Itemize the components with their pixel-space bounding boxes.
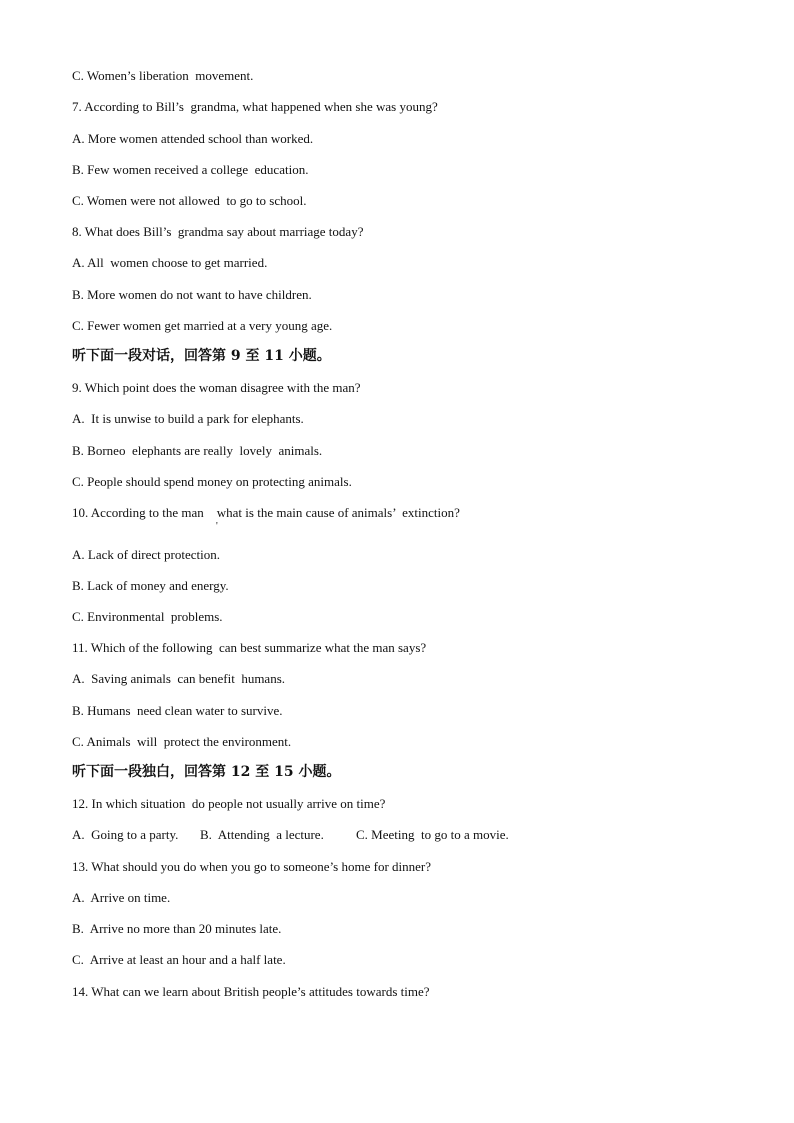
q9-option-b: B. Borneo elephants are really lovely animals. — [72, 443, 323, 458]
question-13: 13. What should you do when you go to someone’s home for dinner? — [72, 859, 432, 874]
q8-option-b: B. More women do not want to have children. — [72, 287, 312, 302]
q12-option-c: C. Meeting to go to a movie. — [356, 827, 509, 842]
q12-option-b: B. Attending a lecture. — [200, 827, 324, 842]
section-heading-9-11: 听下面一段对话，回答第 9 至 11 小题。 — [72, 348, 331, 364]
q9-option-c: C. People should spend money on protecting animals. — [72, 474, 352, 489]
question-9: 9. Which point does the woman disagree with the man? — [72, 380, 361, 395]
question-7: 7. According to Bill’s grandma, what happened when she was young? — [72, 99, 438, 114]
question-14: 14. What can we learn about British people’s attitudes towards time? — [72, 984, 430, 999]
q11-option-c: C. Animals will protect the environment. — [72, 734, 292, 749]
question-11: 11. Which of the following can best summarize what the man says? — [72, 640, 427, 655]
q7-option-b: B. Few women received a college education. — [72, 162, 309, 177]
q11-option-a: A. Saving animals can benefit humans. — [72, 671, 286, 686]
q13-option-a: A. Arrive on time. — [72, 890, 171, 905]
q10-option-c: C. Environmental problems. — [72, 609, 223, 624]
section-heading-12-15: 听下面一段独白，回答第 12 至 15 小题。 — [72, 764, 341, 780]
q7-option-a: A. More women attended school than worked. — [72, 131, 314, 146]
q10-option-a: A. Lack of direct protection. — [72, 547, 220, 562]
q8-option-a: A. All women choose to get married. — [72, 255, 268, 270]
q12-option-a: A. Going to a party. — [72, 827, 179, 842]
q9-option-a: A. It is unwise to build a park for elephants. — [72, 411, 304, 426]
q10-option-b: B. Lack of money and energy. — [72, 578, 229, 593]
q8-option-c: C. Fewer women get married at a very young age. — [72, 318, 333, 333]
q13-option-b: B. Arrive no more than 20 minutes late. — [72, 921, 282, 936]
question-10: 10. According to the man what is the main cause of animals’ extinction? — [72, 505, 460, 520]
question-8: 8. What does Bill’s grandma say about marriage today? — [72, 224, 364, 239]
question-12: 12. In which situation do people not usually arrive on time? — [72, 796, 386, 811]
q6-option-c: C. Women’s liberation movement. — [72, 68, 254, 83]
stray-tick-mark: ' — [216, 521, 218, 532]
q7-option-c: C. Women were not allowed to go to school. — [72, 193, 307, 208]
q13-option-c: C. Arrive at least an hour and a half late. — [72, 952, 286, 967]
q11-option-b: B. Humans need clean water to survive. — [72, 703, 283, 718]
